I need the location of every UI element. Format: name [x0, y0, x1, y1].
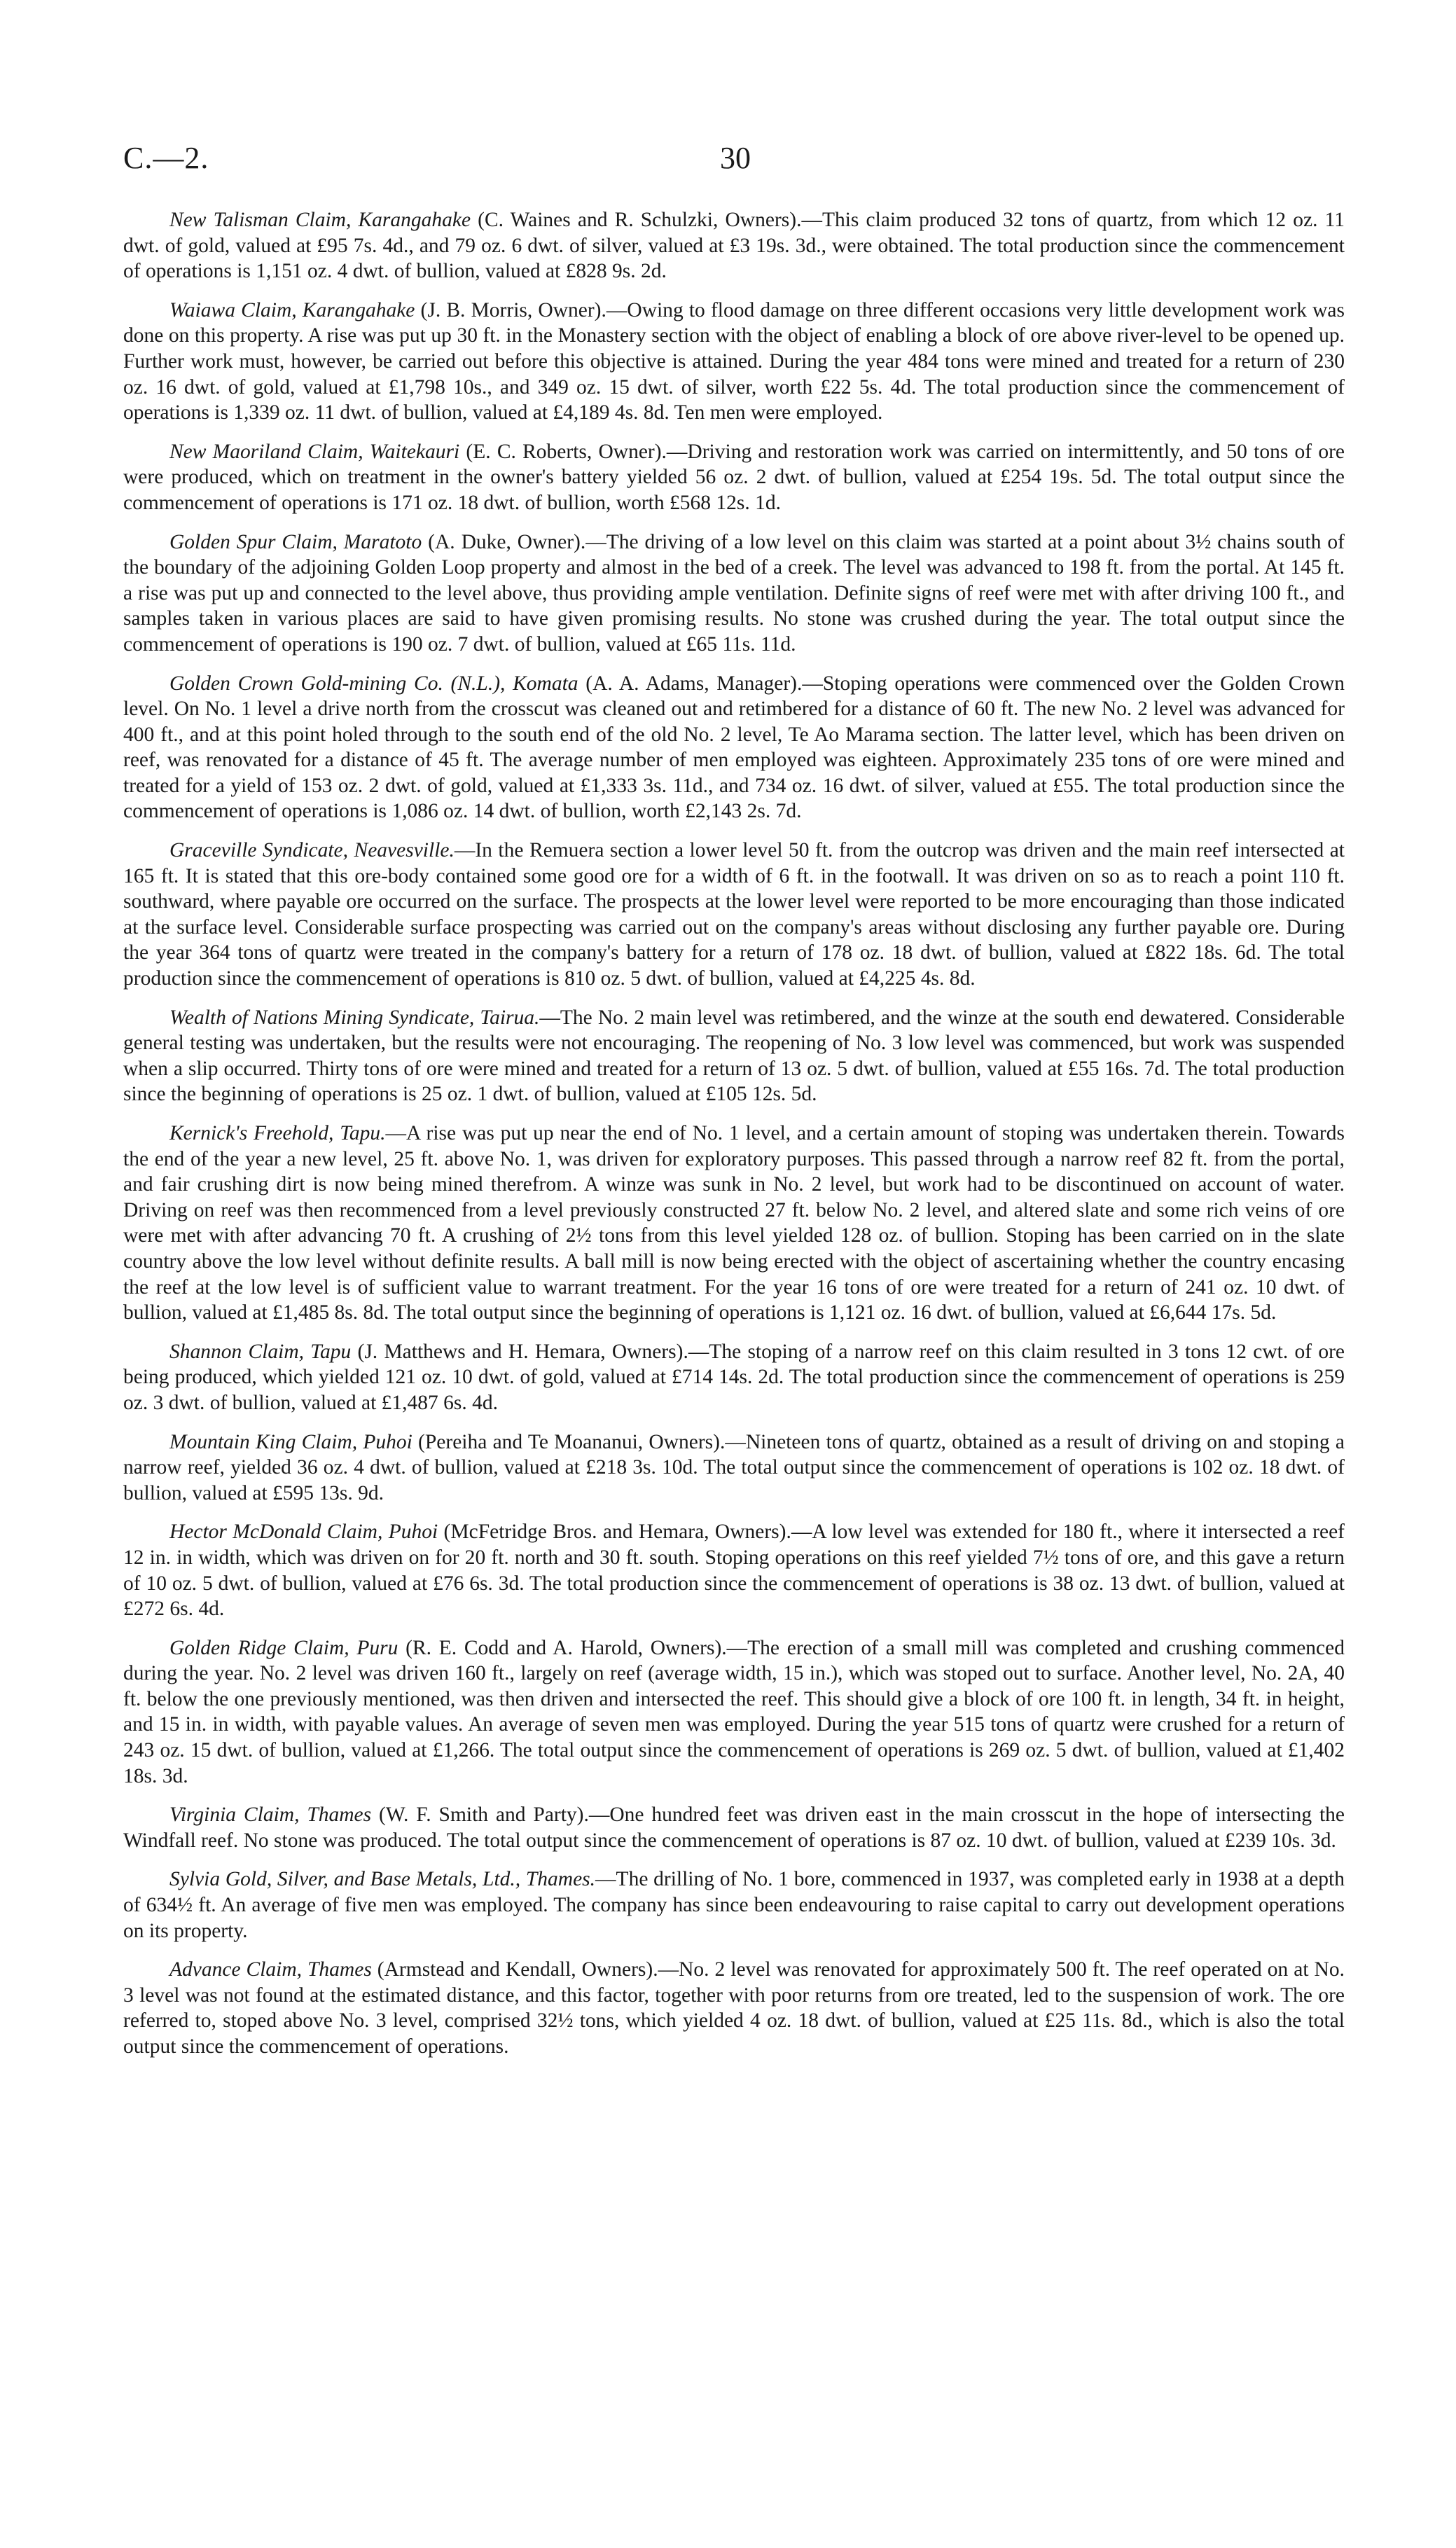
- entry-new-maoriland: [123, 439, 1345, 516]
- entry-virginia: [123, 1802, 1345, 1853]
- entry-text: (W. F. Smith and Party).—One hundred feet was driven east in the main crosscut in the hope of intersecting the Windfall reef. No stone was produced. The total output since the commencement of operations is 87 oz. 10 dwt. of bullion, valued at £239 10s. 3d.: [123, 1803, 1345, 1852]
- entry-graceville: [123, 838, 1345, 992]
- entry-title: Golden Spur Claim, Maratoto: [169, 530, 422, 553]
- entry-title: Advance Claim, Thames: [169, 1958, 372, 1981]
- document-reference: C.—2.: [123, 141, 209, 175]
- entry-title: Waiawa Claim, Karangahake: [169, 298, 415, 321]
- entry-title: Sylvia Gold, Silver, and Base Metals, Ltd., Thames.: [169, 1868, 596, 1891]
- entry-text: (A. Duke, Owner).—The driving of a low level on this claim was started at a point about 3½ chains south of the boundary of the adjoining Golden Loop property and almost in the bed of a creek. The level was advanced to 198 ft. from the portal. At 145 ft. a rise was put up and connected to the level above, thus providing ample ventilation. Definite signs of reef were met with after driving 100 ft., and samples taken in various places are said to have given promising results. No stone was crushed during the year. The total output since the commencement of operations is 190 oz. 7 dwt. of bullion, valued at £65 11s. 11d.: [123, 530, 1345, 656]
- entry-title: Shannon Claim, Tapu: [169, 1340, 352, 1363]
- entry-text: (Armstead and Kendall, Owners).—No. 2 level was renovated for approximately 500 ft. The reef operated on at No. 3 level was not found at the estimated distance, and this factor, together with poor returns from ore treated, led to the suspension of work. The ore referred to, stoped above No. 3 level, comprised 32½ tons, which yielded 4 oz. 18 dwt. of bullion, valued at £25 11s. 8d., which is also the total output since the commencement of operations.: [123, 1958, 1345, 2058]
- entry-shannon: [123, 1339, 1345, 1416]
- entry-text: (J. B. Morris, Owner).—Owing to flood damage on three different occasions very little development work was done on this property. A rise was put up 30 ft. in the Monastery section with the object of enabling a block of ore above river-level to be opened up. Further work must, however, be carried out before this objective is attained. During the year 484 tons were mined and treated for a return of 230 oz. 16 dwt. of gold, valued at £1,798 10s., and 349 oz. 15 dwt. of silver, worth £22 5s. 4d. The total production since the commencement of operations is 1,339 oz. 11 dwt. of bullion, valued at £4,189 4s. 8d. Ten men were employed.: [123, 298, 1345, 424]
- entry-new-talisman: [123, 207, 1345, 284]
- entry-text: (A. A. Adams, Manager).—Stoping operations were commenced over the Golden Crown level. On No. 1 level a drive north from the crosscut was cleaned out and retimbered for a distance of 60 ft. The new No. 2 level was advanced for 400 ft., and at this point holed through to the south end of the old No. 2 level, Te Ao Marama section. The latter level, which has been driven on reef, was renovated for a distance of 45 ft. The average number of men employed was eighteen. Approximately 235 tons of ore were mined and treated for a yield of 153 oz. 2 dwt. of gold, valued at £1,333 3s. 11d., and 734 oz. 16 dwt. of silver, valued at £55. The total production since the commencement of operations is 1,086 oz. 14 dwt. of bullion, worth £2,143 2s. 7d.: [123, 672, 1345, 823]
- entry-sylvia: [123, 1867, 1345, 1944]
- entry-title: New Talisman Claim, Karangahake: [169, 209, 471, 231]
- entry-hector-mcdonald: [123, 1519, 1345, 1621]
- entry-title: Virginia Claim, Thames: [169, 1803, 372, 1827]
- entry-text: —The No. 2 main level was retimbered, and the winze at the south end dewatered. Considerable general testing was undertaken, but the results were not encouraging. The reopening of No. 3 low level was commenced, but work was suspended when a slip occurred. Thirty tons of ore were mined and treated for a return of 13 oz. 5 dwt. of bullion, valued at £55 16s. 7d. The total production since the beginning of operations is 25 oz. 1 dwt. of bullion, valued at £105 12s. 5d.: [123, 1006, 1345, 1106]
- entry-title: Wealth of Nations Mining Syndicate, Tairua.: [169, 1006, 540, 1029]
- entry-text: (McFetridge Bros. and Hemara, Owners).—A low level was extended for 180 ft., where it intersected a reef 12 in. in width, which was driven on for 20 ft. north and 30 ft. south. Stoping operations on this reef yielded 7½ tons of ore, and this gave a return of 10 oz. 5 dwt. of bullion, valued at £76 6s. 3d. The total production since the commencement of operations is 38 oz. 13 dwt. of bullion, valued at £272 6s. 4d.: [123, 1521, 1345, 1621]
- entry-golden-crown: [123, 671, 1345, 825]
- entry-title: Golden Ridge Claim, Puru: [169, 1636, 398, 1659]
- entry-wealth-of-nations: [123, 1005, 1345, 1107]
- entry-waiawa: [123, 298, 1345, 426]
- entry-golden-spur: [123, 529, 1345, 658]
- entry-text: —A rise was put up near the end of No. 1 level, and a certain amount of stoping was undertaken therein. Towards the end of the year a new level, 25 ft. above No. 1, was driven for exploratory purposes. This passed through a narrow reef 82 ft. from the portal, and fair crushing dirt is now being mined therefrom. A winze was sunk in No. 2 level, but work had to be discontinued on account of water. Driving on reef was then recommenced from a level previously constructed 27 ft. below No. 2 level, and altered slate and some rich veins of ore were met with after advancing 70 ft. A crushing of 2½ tons from this level yielded 128 oz. of bullion. Stoping has been carried on in the slate country above the low level without definite results. A ball mill is now being erected with the object of ascertaining whether the country encasing the reef at the low level is of sufficient value to warrant treatment. For the year 16 tons of ore were treated for a return of 241 oz. 10 dwt. of bullion, valued at £1,485 8s. 8d. The total output since the beginning of operations is 1,121 oz. 16 dwt. of bullion, valued at £6,644 17s. 5d.: [123, 1122, 1345, 1324]
- entry-title: Kernick's Freehold, Tapu.: [169, 1122, 386, 1144]
- entry-text: (R. E. Codd and A. Harold, Owners).—The erection of a small mill was completed and crushing commenced during the year. No. 2 level was driven 160 ft., largely on reef (average width, 15 in.), which was stoped out to surface. Another level, No. 2A, 40 ft. below the one previously mentioned, was then driven and intersected the reef. This should give a block of ore 100 ft. in length, 34 ft. in height, and 15 in. in width, with payable values. An average of seven men was employed. During the year 515 tons of quartz were crushed for a return of 243 oz. 15 dwt. of bullion, valued at £1,266. The total output since the commencement of operations is 269 oz. 5 dwt. of bullion, valued at £1,402 18s. 3d.: [123, 1636, 1345, 1787]
- entry-title: Graceville Syndicate, Neavesville.: [169, 839, 455, 862]
- entry-text: (J. Matthews and H. Hemara, Owners).—The stoping of a narrow reef on this claim resulted in 3 tons 12 cwt. of ore being produced, which yielded 121 oz. 10 dwt. of gold, valued at £714 14s. 2d. The total production since the commencement of operations is 259 oz. 3 dwt. of bullion, valued at £1,487 6s. 4d.: [123, 1340, 1345, 1414]
- entry-text: —In the Remuera section a lower level 50 ft. from the outcrop was driven and the main reef intersected at 165 ft. It is stated that this ore-body contained some good ore for a width of 6 ft. in the footwall. It was driven on so as to reach a point 110 ft. southward, where payable ore occurred on the surface. The prospects at the lower level were reported to be more encouraging than those indicated at the surface level. Considerable surface prospecting was carried out on the company's areas without disclosing any further payable ore. During the year 364 tons of quartz were treated in the company's battery for a return of 178 oz. 18 dwt. of bullion, valued at £822 18s. 6d. The total production since the commencement of operations is 810 oz. 5 dwt. of bullion, valued at £4,225 4s. 8d.: [123, 839, 1345, 990]
- page-number: 30: [720, 141, 751, 175]
- entry-text: (Pereiha and Te Moananui, Owners).—Nineteen tons of quartz, obtained as a result of driving on and stoping a narrow reef, yielded 36 oz. 4 dwt. of bullion, valued at £218 3s. 10d. The total output since the commencement of operations is 102 oz. 18 dwt. of bullion, valued at £595 13s. 9d.: [123, 1430, 1345, 1504]
- entry-title: Mountain King Claim, Puhoi: [169, 1430, 412, 1453]
- entry-mountain-king: [123, 1429, 1345, 1507]
- entry-title: New Maoriland Claim, Waitekauri: [169, 440, 460, 463]
- report-body: [123, 207, 1345, 2073]
- entry-text: (E. C. Roberts, Owner).—Driving and restoration work was carried on intermittently, and 50 tons of ore were produced, which on treatment in the owner's battery yielded 56 oz. 2 dwt. of bullion, valued at £254 19s. 5d. The total output since the commencement of operations is 171 oz. 18 dwt. of bullion, worth £568 12s. 1d.: [123, 440, 1345, 514]
- entry-title: Hector McDonald Claim, Puhoi: [169, 1521, 438, 1544]
- entry-kernicks-freehold: [123, 1121, 1345, 1326]
- entry-title: Golden Crown Gold-mining Co. (N.L.), Komata: [169, 672, 578, 695]
- entry-golden-ridge: [123, 1635, 1345, 1789]
- entry-text: (C. Waines and R. Schulzki, Owners).—This claim produced 32 tons of quartz, from which 12 oz. 11 dwt. of gold, valued at £95 7s. 4d., and 79 oz. 6 dwt. of silver, valued at £3 19s. 3d., were obtained. The total production since the commencement of operations is 1,151 oz. 4 dwt. of bullion, valued at £828 9s. 2d.: [123, 209, 1345, 283]
- entry-text: —The drilling of No. 1 bore, commenced in 1937, was completed early in 1938 at a depth of 634½ ft. An average of five men was employed. The company has since been endeavouring to raise capital to carry out development operations on its property.: [123, 1868, 1345, 1942]
- page-header: [123, 140, 1345, 182]
- entry-advance: [123, 1957, 1345, 2059]
